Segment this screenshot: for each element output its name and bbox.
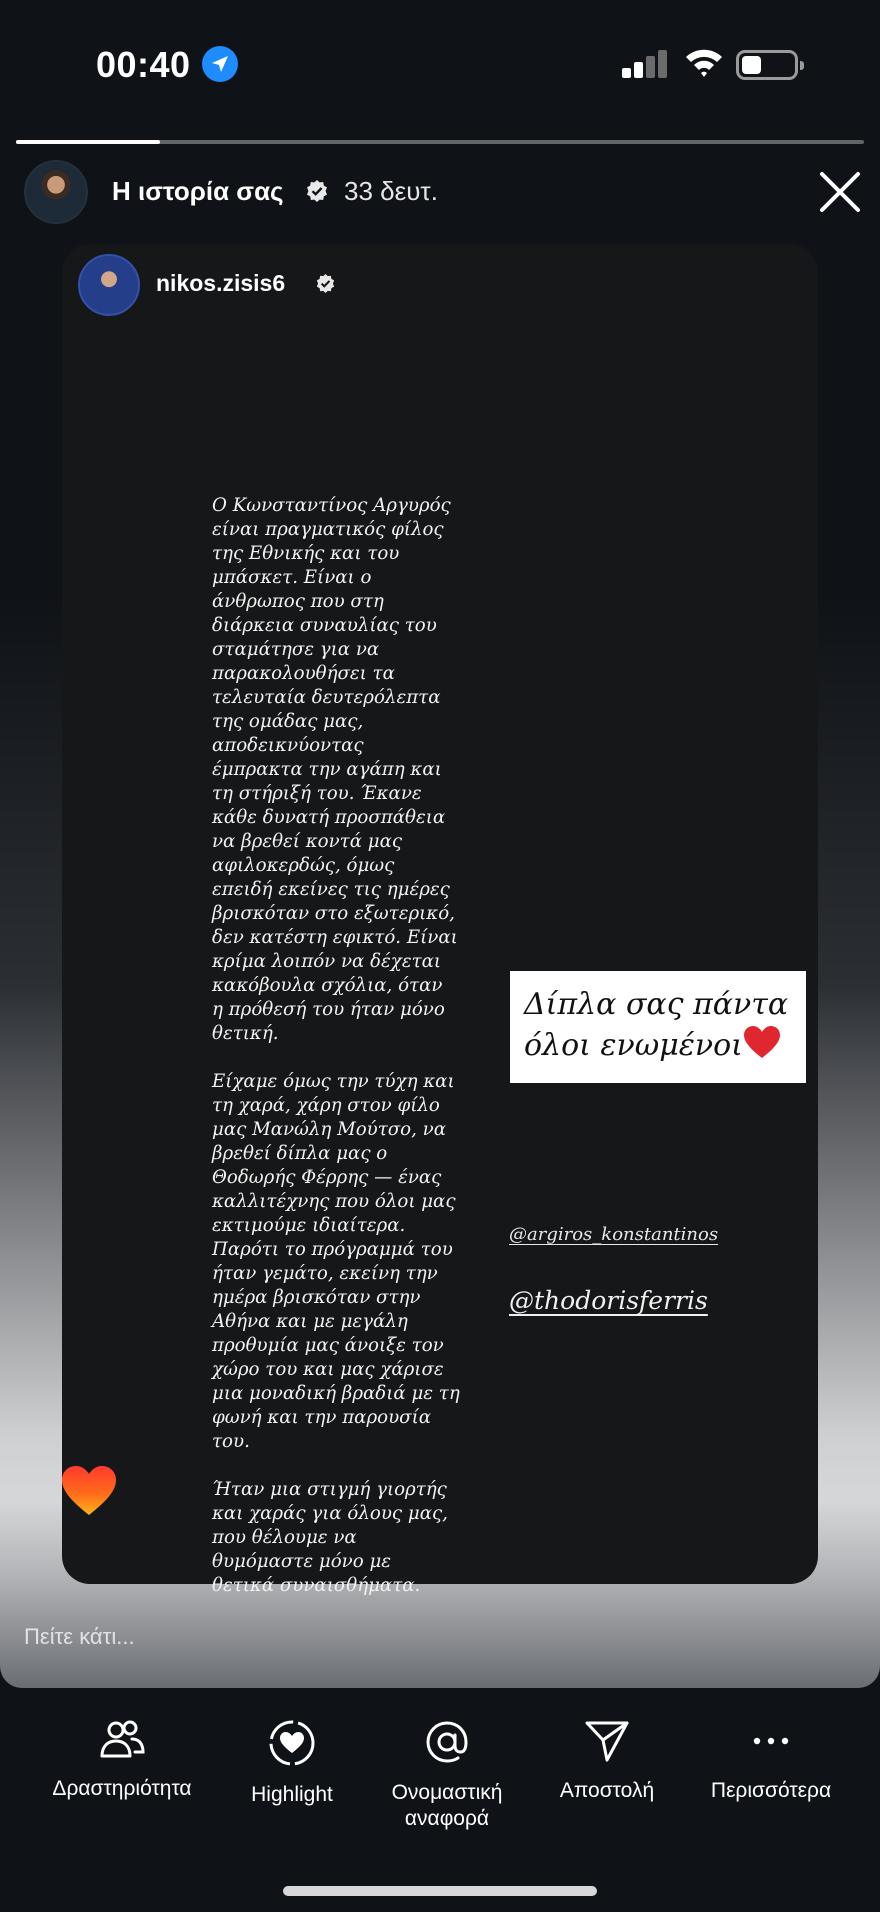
verified-badge-icon xyxy=(306,180,328,202)
story-viewer[interactable] xyxy=(0,124,880,1688)
wifi-icon xyxy=(684,46,724,83)
activity-button[interactable] xyxy=(22,1718,222,1802)
story-progress-fill xyxy=(16,140,160,144)
more-dots-icon xyxy=(747,1718,795,1764)
story-header xyxy=(0,160,880,240)
status-time: 00:40 xyxy=(96,44,191,85)
location-arrow-icon xyxy=(202,46,238,82)
battery-icon xyxy=(736,50,798,80)
story-action-bar xyxy=(0,1688,880,1912)
more-label: Περισσότερα xyxy=(710,1779,832,1802)
home-indicator[interactable] xyxy=(283,1886,597,1896)
close-icon[interactable] xyxy=(816,168,864,216)
people-icon xyxy=(98,1718,146,1762)
highlight-heart-icon xyxy=(267,1718,317,1768)
status-bar xyxy=(0,0,880,124)
story-progress-bar xyxy=(16,140,864,144)
mention-thodorisferris[interactable]: @thodorisferris xyxy=(509,1286,708,1315)
red-heart-icon xyxy=(743,1025,781,1059)
mention-argiros[interactable]: @argiros_konstantinos xyxy=(509,1224,719,1245)
cellular-signal-icon xyxy=(622,50,668,78)
post-author-username[interactable]: nikos.zisis6 xyxy=(156,270,286,296)
story-owner-avatar[interactable] xyxy=(24,160,88,224)
reaction-heart-icon xyxy=(60,1464,118,1516)
send-button[interactable] xyxy=(537,1718,677,1804)
send-label: Αποστολή xyxy=(559,1779,655,1802)
post-body-text: Ο Κωνσταντίνος Αργυρός είναι πραγματικός φίλος της Εθνικής και του μπάσκετ. Είναι ο άνθρωπος που στη διάρκεια συναυλίας του σταμάτησε για να παρακολουθήσει τα τελευταία δευτερόλεπτα της ομάδας μας, αποδεικνύοντας έμπρακτα την αγάπη και τη στήριξή του. Έκανε κάθε δυνατή προσπάθεια να βρεθεί κοντά μας αφιλοκερδώς, όμως επειδή εκείνες τις ημέρες βρισκόταν στο εξωτερικό, δεν κατέστη εφικτό. Είναι κρίμα λοιπόν να δέχεται κακόβουλα σχόλια, όταν η πρόθεσή του ήταν μόνο θετική. Είχαμε όμως την τύχη και τη χαρά, χάρη στον φίλο μας Μανώλη Μούτσο, να βρεθεί δίπλα μας ο Θοδωρής Φέρρης — ένας καλλιτέχνης που όλοι μας εκτιμούμε ιδιαίτερα. Παρότι το πρόγραμμά του ήταν γεμάτο, εκείνη την ημέρα βρισκόταν στην Αθήνα και με μεγάλη προθυμία μας άνοιξε τον χώρο του και μας χάρισε μια μοναδική βραδιά με τη φωνή και την παρουσία του. Ήταν μια στιγμή γιορτής και χαράς για όλους μας, που θέλουμε να θυμόμαστε μόνο με θετικά συναισθήματα. xyxy=(212,495,460,1596)
send-icon xyxy=(583,1718,631,1764)
mention-label: Ονομαστική αναφορά xyxy=(391,1781,503,1830)
post-author-avatar[interactable] xyxy=(78,254,140,316)
highlight-button[interactable] xyxy=(222,1718,362,1808)
reply-input[interactable]: Πείτε κάτι... xyxy=(24,1624,135,1649)
story-owner-label[interactable]: Η ιστορία σας xyxy=(112,176,284,206)
at-sign-icon xyxy=(424,1718,470,1766)
shared-post-card[interactable] xyxy=(62,244,818,1596)
story-elapsed-time: 33 δευτ. xyxy=(344,176,438,206)
highlight-label: Highlight xyxy=(251,1783,333,1806)
mention-button[interactable] xyxy=(362,1718,532,1832)
text-sticker xyxy=(510,971,806,1083)
post-verified-badge-icon xyxy=(316,274,335,293)
activity-label: Δραστηριότητα xyxy=(52,1777,192,1800)
more-button[interactable] xyxy=(688,1718,854,1804)
sticker-text: Δίπλα σας πάντα όλοι ενωμένοι xyxy=(524,987,789,1063)
